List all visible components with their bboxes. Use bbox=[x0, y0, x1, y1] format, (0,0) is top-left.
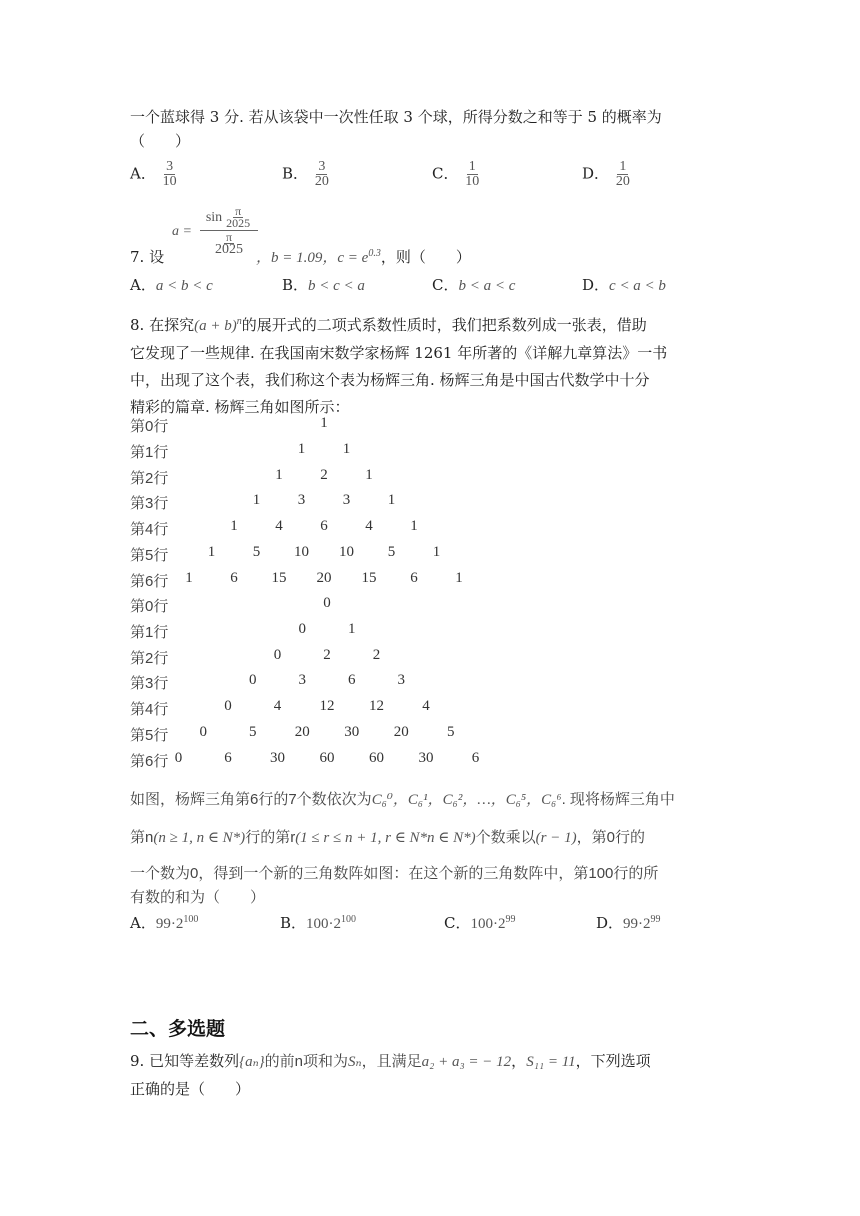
triangle-cell: 30 bbox=[270, 749, 285, 766]
q7-bc-definition: ，b = 1.09，$c = e^{0.3}$，则（ ） bbox=[256, 248, 471, 266]
triangle-cell: 1 bbox=[432, 544, 441, 560]
triangle-cell: 4 bbox=[422, 698, 430, 715]
q8-para-line3: 一个数为0，得到一个新的三角数阵如图：在这个新的三角数阵中，第100行的所 bbox=[130, 865, 659, 882]
triangle-cell: 20 bbox=[393, 724, 409, 740]
triangle-cell: 30 bbox=[418, 749, 434, 766]
triangle-cell: 0 bbox=[273, 646, 282, 663]
q8-stem-line4: 精彩的篇章. 杨辉三角如图所示： bbox=[130, 398, 350, 416]
q6-option-a[interactable] bbox=[130, 160, 179, 189]
triangle-cell: 1 bbox=[252, 492, 261, 509]
q8-option-b[interactable]: B．$100\cdot 2^{100}$ bbox=[280, 914, 357, 932]
q9-stem-line1: 9. 已知等差数列{aₙ}的前n项和为Sₙ，且满足a₂ + a₃ = − 12，S₁₁ = 11，下列选项 bbox=[130, 1052, 651, 1070]
triangle-cell: 6 bbox=[320, 518, 328, 535]
q8-option-c[interactable]: C．$100\cdot 2^{99}$ bbox=[444, 914, 516, 932]
triangle-cell: 1 bbox=[348, 620, 356, 637]
fraction: $\frac{1}{10}$ bbox=[465, 159, 480, 189]
q8-stem-line1: 8. 在探究$(a + b)^n$的展开式的二项式系数性质时，我们把系数列成一张表，借助 bbox=[130, 316, 647, 334]
triangle-cell: 60 bbox=[319, 749, 335, 766]
triangle-cell: 1 bbox=[365, 466, 373, 483]
option-label: C． bbox=[432, 164, 459, 183]
triangle-cell: 0 bbox=[174, 749, 183, 766]
triangle-cell: 6 bbox=[348, 672, 356, 689]
triangle-cell: 1 bbox=[207, 544, 216, 560]
row-label: 第0行 bbox=[130, 598, 169, 615]
row-label: 第0行 bbox=[130, 418, 169, 435]
section-heading: 二、多选题 bbox=[130, 1018, 226, 1040]
row-label: 第6行 bbox=[130, 752, 169, 770]
triangle-cell: 20 bbox=[294, 724, 310, 740]
triangle-cell: 5 bbox=[447, 724, 455, 740]
row-label: 第2行 bbox=[130, 469, 169, 487]
q8-para-line2: 第n(n ≥ 1, n ∈ N*)行的第r(1 ≤ r ≤ n + 1, r ∈ N*n ∈ N*)个数乘以(r − 1)，第0行的 bbox=[130, 829, 645, 846]
q7-option-c[interactable]: C．b < a < c bbox=[432, 276, 516, 294]
q6-option-d[interactable] bbox=[582, 160, 632, 189]
triangle-cell: 60 bbox=[369, 749, 384, 766]
triangle-cell: 2 bbox=[323, 646, 331, 663]
triangle-cell: 20 bbox=[316, 569, 332, 586]
q7-option-b[interactable]: B．b < c < a bbox=[282, 276, 365, 294]
triangle-cell: 3 bbox=[342, 492, 351, 509]
q6-stem-line1: 一个蓝球得 3 分. 若从该袋中一次性任取 3 个球，所得分数之和等于 5 的概率为 bbox=[130, 108, 662, 126]
q7-prefix: 7. 设 bbox=[130, 248, 165, 266]
triangle-cell: 4 bbox=[365, 518, 373, 535]
q6-answer-bracket: （ ） bbox=[130, 132, 191, 150]
q7-option-a[interactable]: A．a < b < c bbox=[130, 276, 213, 294]
triangle-cell: 0 bbox=[249, 672, 257, 689]
triangle-cell: 0 bbox=[298, 620, 306, 637]
triangle-cell: 1 bbox=[455, 569, 463, 586]
triangle-cell: 5 bbox=[387, 544, 396, 560]
triangle-cell: 10 bbox=[294, 544, 309, 560]
triangle-cell: 10 bbox=[339, 544, 354, 560]
triangle-cell: 1 bbox=[320, 415, 328, 431]
triangle-cell: 0 bbox=[224, 698, 232, 715]
option-label: D． bbox=[582, 164, 610, 183]
row-label: 第1行 bbox=[130, 623, 169, 641]
q8-option-d[interactable]: D．$99\cdot 2^{99}$ bbox=[596, 914, 661, 932]
triangle-cell: 15 bbox=[271, 569, 287, 586]
triangle-cell: 2 bbox=[320, 466, 328, 483]
fraction: $\frac{1}{20}$ bbox=[615, 159, 630, 189]
triangle-cell: 0 bbox=[199, 724, 207, 740]
row-label: 第3行 bbox=[130, 675, 169, 693]
row-label: 第4行 bbox=[130, 521, 169, 539]
q8-stem-line3: 中，出现了这个表，我们称这个表为杨辉三角. 杨辉三角是中国古代数学中十分 bbox=[130, 371, 650, 389]
triangle-cell: 12 bbox=[319, 698, 335, 715]
triangle-cell: 1 bbox=[230, 518, 238, 535]
triangle-cell: 1 bbox=[342, 440, 351, 457]
fraction: $\frac{3}{10}$ bbox=[162, 159, 177, 189]
triangle-cell: 0 bbox=[323, 595, 331, 611]
q8-para-line1: 如图，杨辉三角第6行的7个数依次为C₆⁰，C₆¹，C₆²，…，C₆⁵，C₆⁶. 现将杨辉三角中 bbox=[130, 791, 675, 808]
row-label: 第2行 bbox=[130, 649, 169, 667]
triangle-cell: 2 bbox=[372, 646, 381, 663]
triangle-cell: 1 bbox=[185, 569, 193, 586]
triangle-cell: 1 bbox=[410, 518, 418, 535]
triangle-cell: 1 bbox=[387, 492, 396, 509]
triangle-cell: 6 bbox=[410, 569, 418, 586]
triangle-cell: 4 bbox=[275, 518, 283, 535]
q8-option-a[interactable]: A．$99\cdot 2^{100}$ bbox=[130, 914, 199, 932]
row-label: 第3行 bbox=[130, 495, 169, 513]
row-label: 第5行 bbox=[130, 727, 169, 744]
row-label: 第6行 bbox=[130, 572, 169, 590]
q7-option-d[interactable]: D．c < a < b bbox=[582, 276, 666, 294]
row-label: 第4行 bbox=[130, 701, 169, 719]
triangle-cell: 1 bbox=[275, 466, 283, 483]
triangle-cell: 6 bbox=[230, 569, 238, 586]
row-label: 第1行 bbox=[130, 443, 169, 461]
option-label: A． bbox=[130, 164, 156, 183]
triangle-cell: 3 bbox=[297, 492, 306, 509]
triangle-cell: 4 bbox=[273, 698, 282, 715]
triangle-cell: 6 bbox=[224, 749, 232, 766]
triangle-cell: 30 bbox=[344, 724, 360, 740]
q6-option-b[interactable] bbox=[282, 160, 331, 189]
option-label: B． bbox=[282, 164, 309, 183]
q8-para-line4: 有数的和为（ ） bbox=[130, 889, 266, 906]
triangle-cell: 1 bbox=[297, 440, 306, 457]
q9-stem-line2: 正确的是（ ） bbox=[130, 1080, 251, 1098]
q8-stem-line2: 它发现了一些规律. 在我国南宋数学家杨辉 1261 年所著的《详解九章算法》一书 bbox=[130, 344, 668, 362]
triangle-cell: 15 bbox=[361, 569, 377, 586]
triangle-cell: 6 bbox=[471, 749, 480, 766]
triangle-cell: 5 bbox=[249, 724, 257, 740]
triangle-cell: 5 bbox=[252, 544, 261, 560]
row-label: 第5行 bbox=[130, 547, 169, 564]
fraction: $\frac{3}{20}$ bbox=[314, 159, 329, 189]
triangle-cell: 3 bbox=[397, 672, 405, 689]
triangle-cell: 3 bbox=[298, 672, 306, 689]
triangle-cell: 12 bbox=[369, 698, 384, 715]
q6-option-c[interactable] bbox=[432, 160, 481, 189]
